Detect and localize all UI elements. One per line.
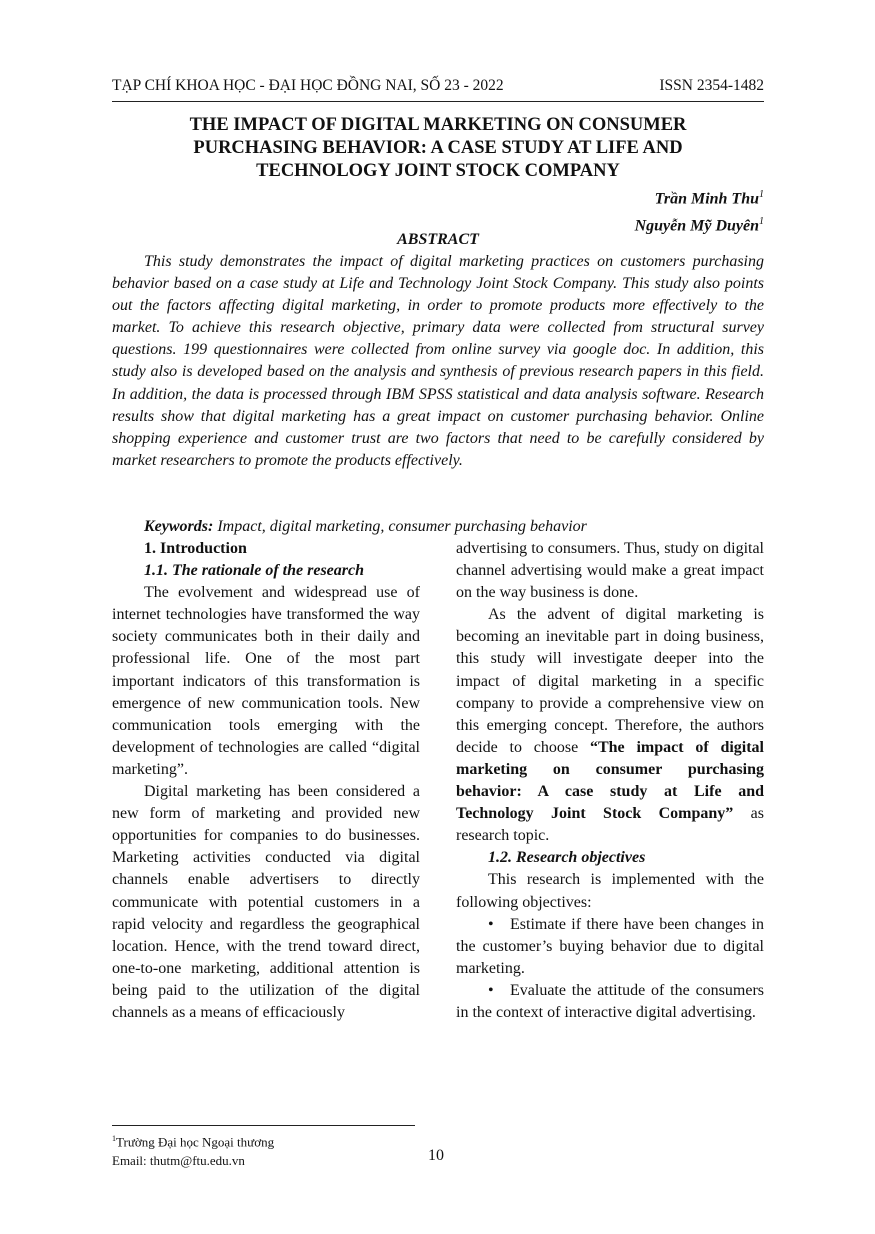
keywords-label: Keywords:	[144, 518, 214, 535]
subsection-heading: 1.2. Research objectives	[488, 849, 646, 867]
research-topic: “The impact of digital marketing on consumer purchasing behavior: A case study at Life and Technology Joint Stock Company”	[456, 738, 765, 823]
bullet-icon: •	[488, 915, 494, 933]
journal-name: TẠP CHÍ KHOA HỌC - ĐẠI HỌC ĐỒNG NAI, SỐ 23 - 2022	[112, 77, 504, 94]
issn: ISSN 2354-1482	[659, 77, 764, 94]
left-column	[112, 538, 420, 1024]
paragraph: The evolvement and widespread use of internet technologies have transformed the way society communicates both in their daily and professional life. One of the most part important indicators of this transformation is emergence of new communication tools. New communication tools emerging with the development of technologies are called “digital marketing”.	[112, 584, 420, 778]
keywords	[144, 516, 764, 538]
abstract-text: This study demonstrates the impact of digital marketing practices on customers purchasing behavior based on a case study at Life and Technology Joint Stock Company. This study also points out the factors affecting digital marketing, in order to promote products more effectively to the market. To achieve this research objective, primary data were collected from structural survey questions. 199 questionnaires were collected from online survey via google doc. In addition, this study also is developed based on the analysis and synthesis of previous research papers in this field. In addition, the data is processed through IBM SPSS statistical and data analysis software. Research results show that digital marketing has a great impact on customer purchasing behavior. Online shopping experience and customer trust are two factors that need to be carefully considered by market researchers to promote the products effectively.	[112, 253, 764, 469]
paper-title	[112, 114, 764, 183]
paragraph: advertising to consumers. Thus, study on digital channel advertising would make a great impact on the way business is done.	[456, 540, 764, 602]
running-header	[112, 77, 764, 102]
footnote-affiliation: $^1$Trường Đại học Ngoại thương	[112, 1134, 275, 1150]
paragraph: This research is implemented with the following objectives:	[456, 871, 764, 911]
subsection-heading: 1.1. The rationale of the research	[144, 562, 364, 580]
abstract-heading: ABSTRACT	[397, 231, 479, 248]
author: Nguyễn Mỹ Duyên$^1$	[634, 216, 764, 235]
bullet-item: • Evaluate the attitude of the consumers in the context of interactive digital advertising.	[456, 981, 764, 1021]
paper-page	[112, 0, 764, 1234]
page-number: 10	[428, 1147, 444, 1164]
bullet-icon: •	[488, 981, 494, 999]
title-line: THE IMPACT OF DIGITAL MARKETING ON CONSUMER	[189, 115, 687, 135]
paragraph: As the advent of digital marketing is becoming an inevitable part in doing business, this study will investigate deeper into the impact of digital marketing in a specific company to provide a comprehensive view on this emerging concept. Therefore, the authors decide to choose “The impact of digital marketing on consumer purchasing behavior: A case study at Life and Technology Joint Stock Company” as research topic.	[456, 606, 765, 845]
footnote	[112, 1129, 274, 1170]
section-heading: 1. Introduction	[144, 540, 247, 557]
title-line: TECHNOLOGY JOINT STOCK COMPANY	[256, 161, 620, 181]
keywords-text: Impact, digital marketing, consumer purchasing behavior	[217, 518, 587, 535]
right-column	[456, 538, 764, 1024]
title-line: PURCHASING BEHAVIOR: A CASE STUDY AT LIFE AND	[193, 138, 683, 158]
footnote-email: Email: thutm@ftu.edu.vn	[112, 1153, 245, 1169]
footnote-divider	[112, 1125, 415, 1126]
paragraph: Digital marketing has been considered a new form of marketing and provided new opportunities for companies to do businesses. Marketing activities conducted via digital channels enable advertisers to directly communicate with potential customers in a rapid velocity and regardless the geographical location. Hence, with the trend toward direct, one-to-one marketing, additional attention is being paid to the utilization of the digital channels as a means of efficaciously	[112, 783, 420, 1021]
author: Trần Minh Thu$^1$	[654, 189, 764, 208]
bullet-item: • Estimate if there have been changes in the customer’s buying behavior due to digital marketing.	[456, 915, 764, 977]
